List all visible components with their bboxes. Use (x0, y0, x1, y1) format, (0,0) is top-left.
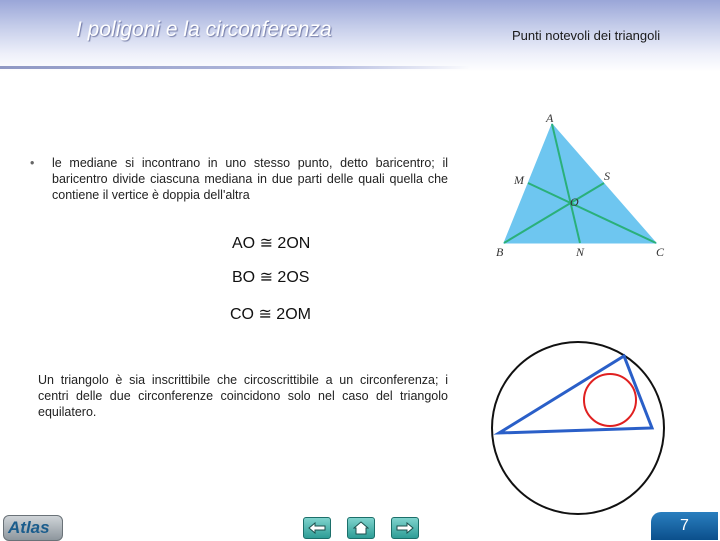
formula-bo: BO ≅ 2OS (232, 269, 310, 286)
back-arrow-icon (308, 522, 326, 534)
home-icon (353, 521, 369, 535)
inscribed-triangle (499, 356, 652, 433)
label-c: C (656, 245, 665, 259)
formula-co: CO ≅ 2OM (230, 306, 311, 323)
label-s: S (604, 169, 610, 183)
bullet-point (30, 155, 448, 203)
slide-title: I poligoni e la circonferenza (76, 18, 332, 41)
bullet-dot: • (30, 156, 35, 170)
header-divider (0, 66, 470, 69)
medians-triangle-figure (490, 108, 670, 260)
label-b: B (496, 245, 504, 259)
triangle-shape (504, 124, 656, 243)
formula-ao: AO ≅ 2ON (232, 235, 311, 252)
incircle (584, 374, 636, 426)
label-o: O (570, 195, 579, 209)
inscribed-circumscribed-paragraph: Un triangolo è sia inscrittibile che circoscrittibile a un circonferenza; i centri delle due circonferenze coincidono solo nel caso del triangolo equilatero. (38, 373, 448, 419)
atlas-logo (3, 515, 63, 541)
label-a: A (546, 111, 554, 125)
inscribed-circumscribed-figure (482, 336, 682, 516)
back-button[interactable] (303, 517, 331, 539)
forward-button[interactable] (391, 517, 419, 539)
home-button[interactable] (347, 517, 375, 539)
logo-text: Atlas (8, 518, 50, 537)
bullet-text: le mediane si incontrano in uno stesso punto, detto baricentro; il baricentro divide ciascuna mediana in due parti delle quali quella che contiene il vertice è doppia dell'altra (52, 156, 448, 202)
page-number: 7 (680, 517, 689, 534)
label-m: M (514, 173, 524, 187)
slide-subtitle: Punti notevoli dei triangoli (512, 28, 661, 43)
forward-arrow-icon (396, 522, 414, 534)
label-n: N (576, 245, 585, 259)
